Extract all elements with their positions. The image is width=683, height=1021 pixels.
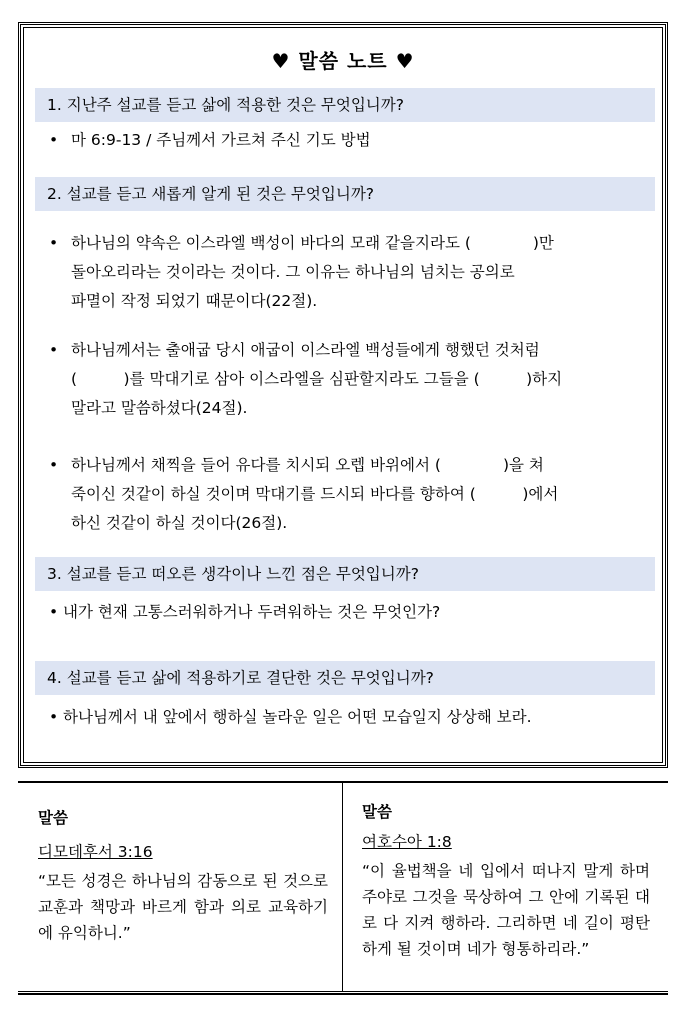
verse-right	[362, 800, 650, 962]
bullet-icon: •	[49, 456, 59, 474]
answer-2-item-1: • 하나님의 약속은 이스라엘 백성이 바다의 모래 같을지라도 ( )만 돌아오리라는 것이라는 것이다. 그 이유는 하나님의 넘치는 공의로 파멸이 작정 되었기 때문이다(22절).	[49, 229, 649, 316]
verse-left-heading: 말씀	[38, 809, 68, 827]
bullet-icon: •	[49, 708, 59, 726]
verse-section-top-rule	[18, 781, 668, 783]
question-3: 3. 설교를 듣고 떠오른 생각이나 느낀 점은 무엇입니까?	[35, 557, 655, 591]
answer-2-item-3: • 하나님께서 채찍을 들어 유다를 치시되 오렙 바위에서 ( )을 쳐 죽이신 것같이 하실 것이며 막대기를 드시되 바다를 향하여 ( )에서 하신 것같이 하실 것이다(26절).	[49, 451, 649, 538]
verse-section-divider	[342, 782, 343, 991]
question-1: 1. 지난주 설교를 듣고 삶에 적용한 것은 무엇입니까?	[35, 88, 655, 122]
verse-section-bottom-rule	[18, 991, 668, 995]
answer-3: • 내가 현재 고통스러워하거나 두려워하는 것은 무엇인가?	[49, 598, 649, 627]
verse-right-heading: 말씀	[362, 803, 392, 821]
question-2: 2. 설교를 듣고 새롭게 알게 된 것은 무엇입니까?	[35, 177, 655, 211]
sermon-note-box	[18, 22, 668, 768]
question-4: 4. 설교를 듣고 삶에 적용하기로 결단한 것은 무엇입니까?	[35, 661, 655, 695]
answer-2-item-2: • 하나님께서는 출애굽 당시 애굽이 이스라엘 백성들에게 행했던 것처럼 ( )를 막대기로 삼아 이스라엘을 심판할지라도 그들을 ( )하지 말라고 말씀하셨다(24절).	[49, 336, 649, 423]
bullet-icon: •	[49, 341, 59, 359]
bullet-icon: •	[49, 234, 59, 252]
answer-1: • 마 6:9-13 / 주님께서 가르쳐 주신 기도 방법	[49, 126, 649, 155]
note-title: ♥ 말씀 노트 ♥	[271, 49, 415, 73]
bullet-icon: •	[49, 131, 59, 149]
verse-right-text: “이 율법책을 네 입에서 떠나지 말게 하며 주야로 그것을 묵상하여 그 안에 기록된 대로 다 지켜 행하라. 그리하면 네 길이 평탄하게 될 것이며 네가 형통하리라.”	[362, 862, 650, 958]
verse-left-text: “모든 성경은 하나님의 감동으로 된 것으로 교훈과 책망과 바르게 함과 의로 교육하기에 유익하니.”	[38, 872, 328, 942]
verse-left-reference: 디모데후서 3:16	[38, 843, 153, 861]
verse-right-reference: 여호수아 1:8	[362, 833, 452, 851]
bullet-icon: •	[49, 603, 59, 621]
verse-left	[38, 806, 328, 946]
answer-4: • 하나님께서 내 앞에서 행하실 놀라운 일은 어떤 모습일지 상상해 보라.	[49, 703, 649, 732]
